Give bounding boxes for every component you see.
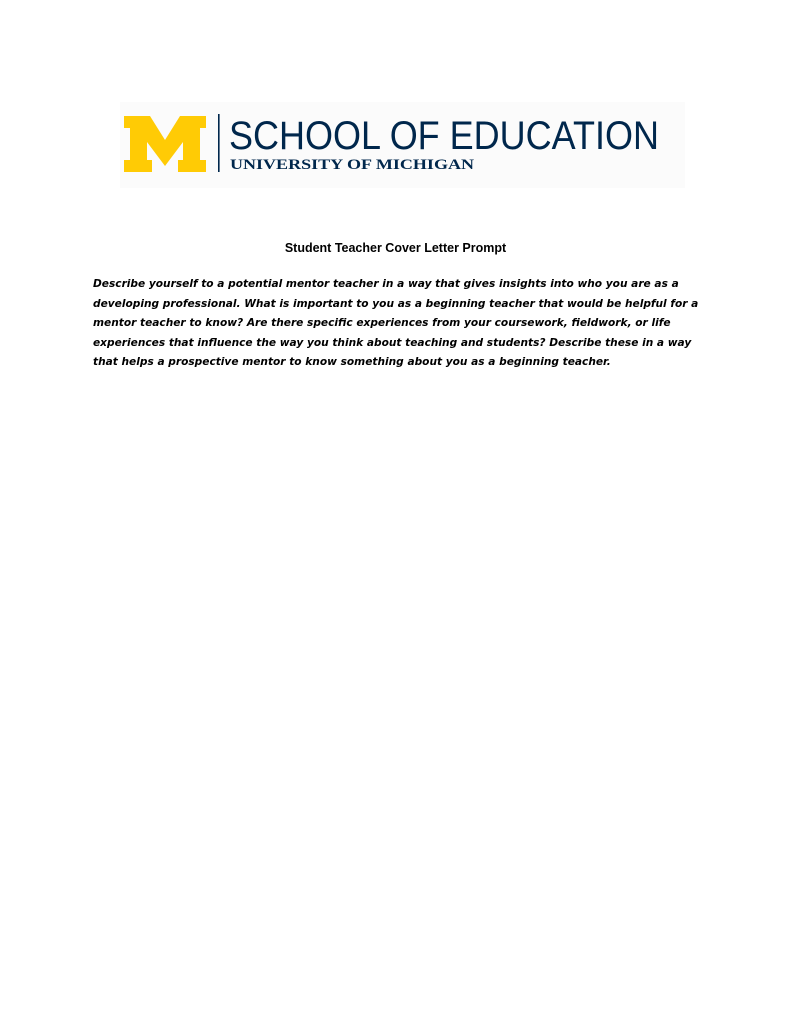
school-of-education-logo (120, 102, 685, 188)
logo-wordmark-line2: UNIVERSITY OF MICHIGAN (230, 157, 475, 173)
document-title: Student Teacher Cover Letter Prompt (284, 241, 507, 255)
logo-graphic (120, 102, 685, 188)
prompt-paragraph: Describe yourself to a potential mentor teacher in a way that gives insights into who you are as a developing professional. What is important to you as a beginning teacher that would be helpful for a mentor teacher to know? Are there specific experiences from your coursework, fieldwork, or life experiences that influence the way you think about teaching and students? Describe these in a way that helps a prospective mentor to know something about you as a beginning teacher. (93, 278, 699, 368)
logo-wordmark-line1: SCHOOL OF EDUCATION (229, 114, 659, 158)
logo-divider (218, 114, 220, 172)
